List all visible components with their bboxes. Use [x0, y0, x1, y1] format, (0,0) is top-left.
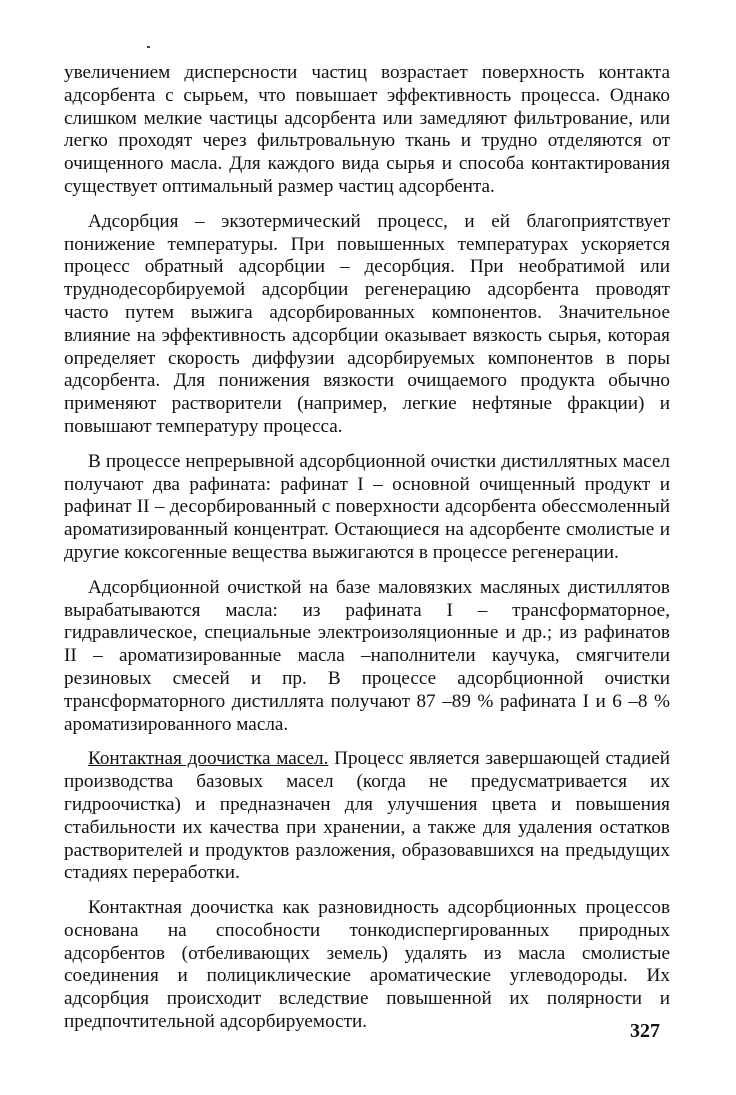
scan-speck — [147, 46, 150, 48]
page-body — [64, 62, 670, 1034]
page-number: 327 — [630, 1020, 660, 1042]
paragraph-4: Адсорбционной очисткой на базе маловязких масляных дистиллятов вырабатываются масла: из рафината I – трансформаторное, гидравлическое, специальные электроизоляционные и др.; из рафинатов II – ароматизированные масла –наполнители каучука, смягчители резиновых смесей и пр. В процессе адсорбционной очистки трансформаторного дистиллята получают 87 –89 % рафината I и 6 –8 % ароматизированного масла. — [64, 576, 670, 735]
paragraph-6: Контактная доочистка как разновидность адсорбционных процессов основана на способности тонкодиспергированных природных адсорбентов (отбеливающих земель) удалять из масла смолистые соединения и полициклические ароматические углеводороды. Их адсорбция происходит вследствие повышенной их полярности и предпочтительной адсорбируемости. — [64, 897, 670, 1033]
paragraph-3: В процессе непрерывной адсорбционной очистки дистиллятных масел получают два рафината: рафинат I – основной очищенный продукт и рафинат II – десорбированный с поверхности адсорбента обессмоленный ароматизированный концентрат. Остающиеся на адсорбенте смолистые и другие коксогенные вещества выжигаются в процессе регенерации. — [64, 450, 670, 563]
paragraph-5 — [64, 748, 670, 885]
paragraph-1: увеличением дисперсности частиц возрастает поверхность контакта адсорбента с сырьем, что повышает эффективность процесса. Однако слишком мелкие частицы адсорбента или замедляют фильтрование, или легко проходят через фильтровальную ткань и трудно отделяются от очищенного масла. Для каждого вида сырья и способа контактирования существует оптимальный размер частиц адсорбента. — [64, 62, 670, 197]
paragraph-2: Адсорбция – экзотермический процесс, и ей благоприятствует понижение температуры. При повышенных температурах ускоряется процесс обратный адсорбции – десорбция. При необратимой или труднодесорбируемой адсорбции регенерацию адсорбента проводят часто путем выжига адсорбированных компонентов. Значительное влияние на эффективность адсорбции оказывает вязкость сырья, которая определяет скорость диффузии адсорбируемых компонентов в поры адсорбента. Для понижения вязкости очищаемого продукта обычно применяют растворители (например, легкие нефтяные фракции) и повышают температуру процесса. — [64, 210, 670, 437]
section-heading: Контактная доочистка масел. — [88, 748, 329, 770]
section-paragraph-text: Процесс является завершающей стадией производства базовых масел (когда не предусматривается их гидроочистка) и предназначен для улучшения цвета и повышения стабильности их качества при хранении, а также для удаления остатков растворителей и продуктов разложения, образовавшихся на предыдущих стадиях переработки. — [64, 748, 670, 884]
